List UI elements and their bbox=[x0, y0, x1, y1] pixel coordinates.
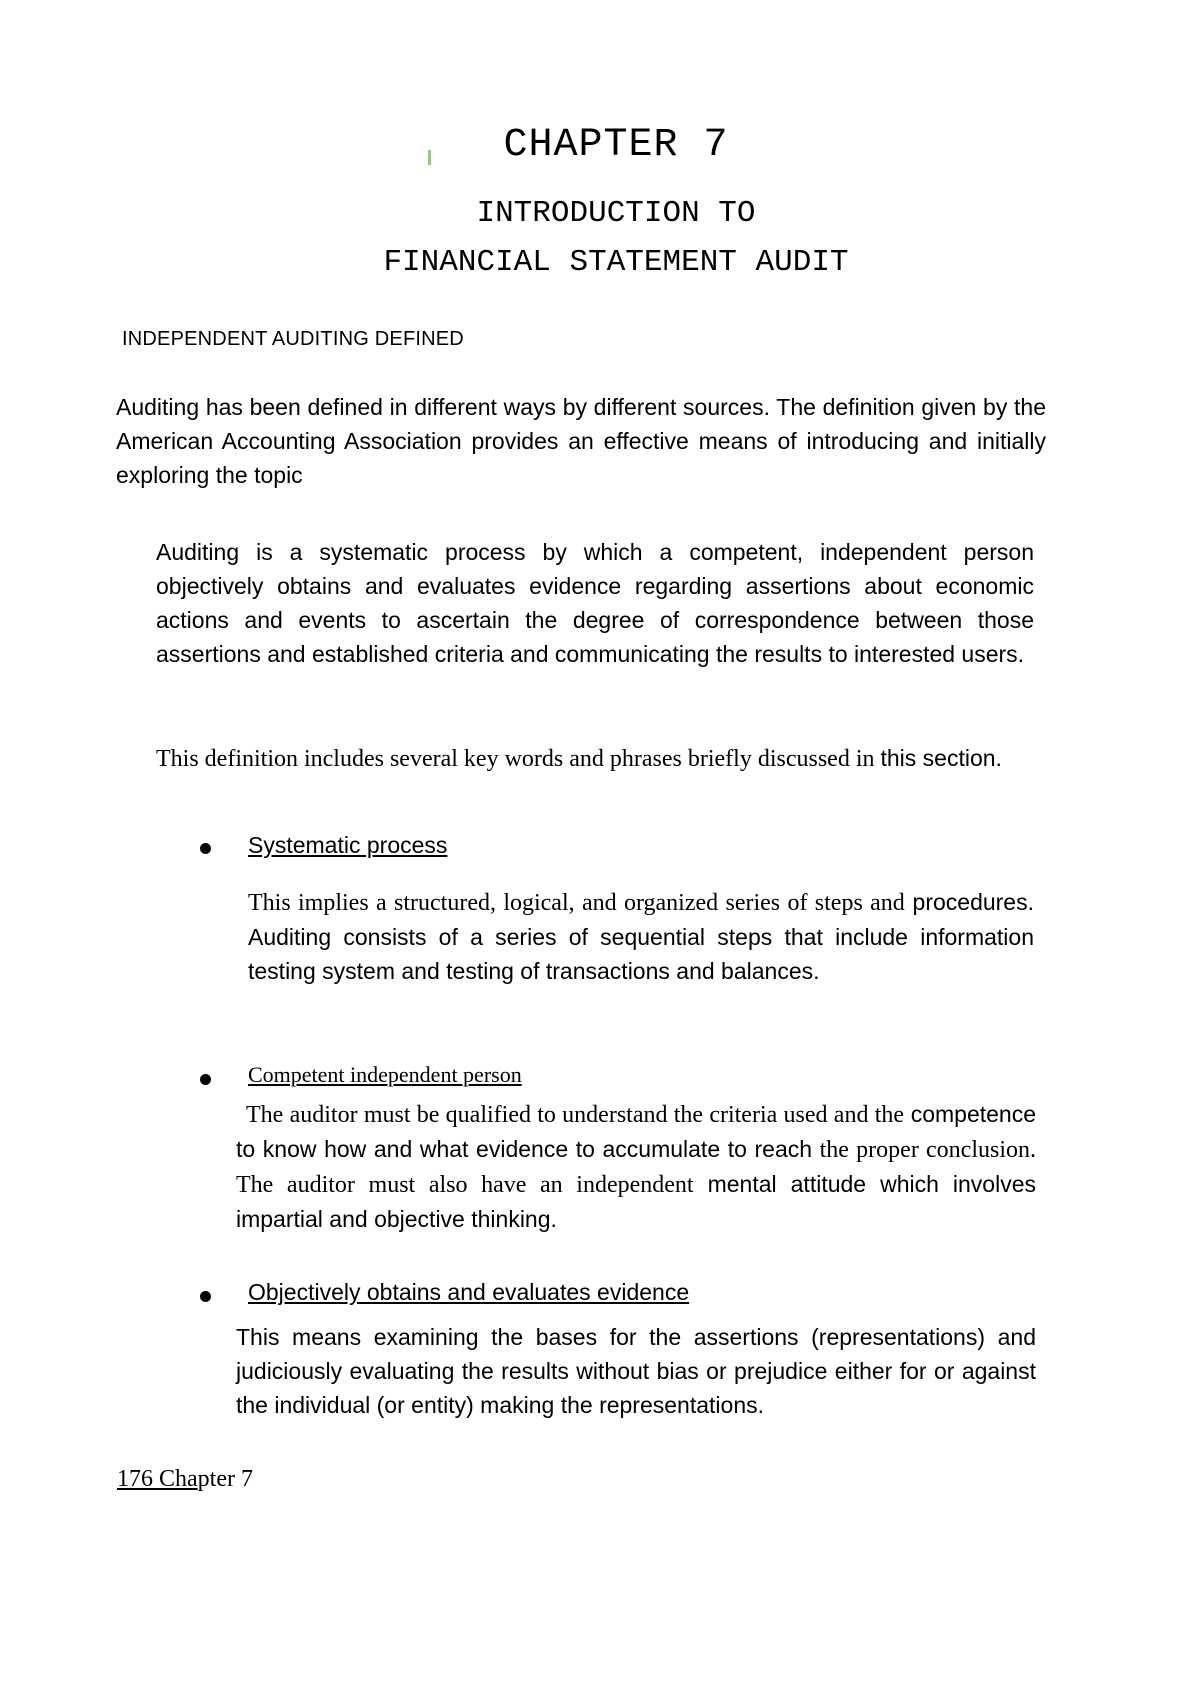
chapter-number: CHAPTER 7 bbox=[503, 123, 729, 168]
bullet-icon bbox=[200, 1074, 211, 1085]
bullet-body-objectively-obtains: This means examining the bases for the assertions (representations) and judiciously evaluating the results without bias or prejudice either for or against the individual (or entity) making the representations. bbox=[236, 1324, 1036, 1418]
bullet-body-lead: This implies a structured, logical, and organized series of steps and bbox=[248, 890, 905, 916]
footer-rest: pter 7 bbox=[197, 1466, 253, 1492]
bullet-icon bbox=[200, 1291, 211, 1302]
bullet-body-mid: competence to know how and what evidence to accumulate to reach bbox=[236, 1101, 1037, 1162]
bullet-body-rest: mental attitude which involves impartial and objective thinking. bbox=[236, 1171, 1036, 1232]
bullet-title-competent-independent-person: Competent independent person bbox=[248, 1062, 522, 1087]
bullet-title-systematic-process: Systematic process bbox=[248, 832, 448, 858]
keywords-tail: this section. bbox=[880, 745, 1002, 771]
bullet-body-systematic-process bbox=[248, 885, 1034, 988]
keywords-lead: This definition includes several key words and phrases briefly discussed in bbox=[156, 746, 875, 772]
chapter-title-line-2: FINANCIAL STATEMENT AUDIT bbox=[383, 245, 849, 280]
footer-underlined: 176 Cha bbox=[117, 1466, 198, 1492]
definition-quote: Auditing is a systematic process by which a competent, independent person objectively obtains and evaluates evidence regarding assertions about economic actions and events to ascertain the degree of correspondence between those assertions and established criteria and communicating the results to interested users. bbox=[156, 539, 1034, 667]
bullet-body-lead: The auditor must be qualified to understand the criteria used and the bbox=[246, 1102, 905, 1128]
bullet-body-rest: procedures. Auditing consists of a series of sequential steps that include information testing system and testing of transactions and balances. bbox=[248, 889, 1034, 984]
bullet-title-objectively-obtains: Objectively obtains and evaluates evidence bbox=[248, 1279, 690, 1305]
bullet-body-serif: the proper conclusion. The auditor must also have an independent bbox=[236, 1137, 1037, 1198]
keywords-paragraph bbox=[156, 740, 1036, 778]
bullet-body-competent-independent-person bbox=[236, 1097, 1036, 1236]
section-heading: INDEPENDENT AUDITING DEFINED bbox=[122, 328, 464, 350]
page-footer bbox=[117, 1466, 253, 1493]
intro-paragraph: Auditing has been defined in different ways by different sources. The definition given by the American Accounting Association provides an effective means of introducing and initially exploring the topic bbox=[116, 394, 1046, 488]
bullet-icon bbox=[200, 843, 211, 854]
chapter-title-line-1: INTRODUCTION TO bbox=[476, 196, 756, 231]
